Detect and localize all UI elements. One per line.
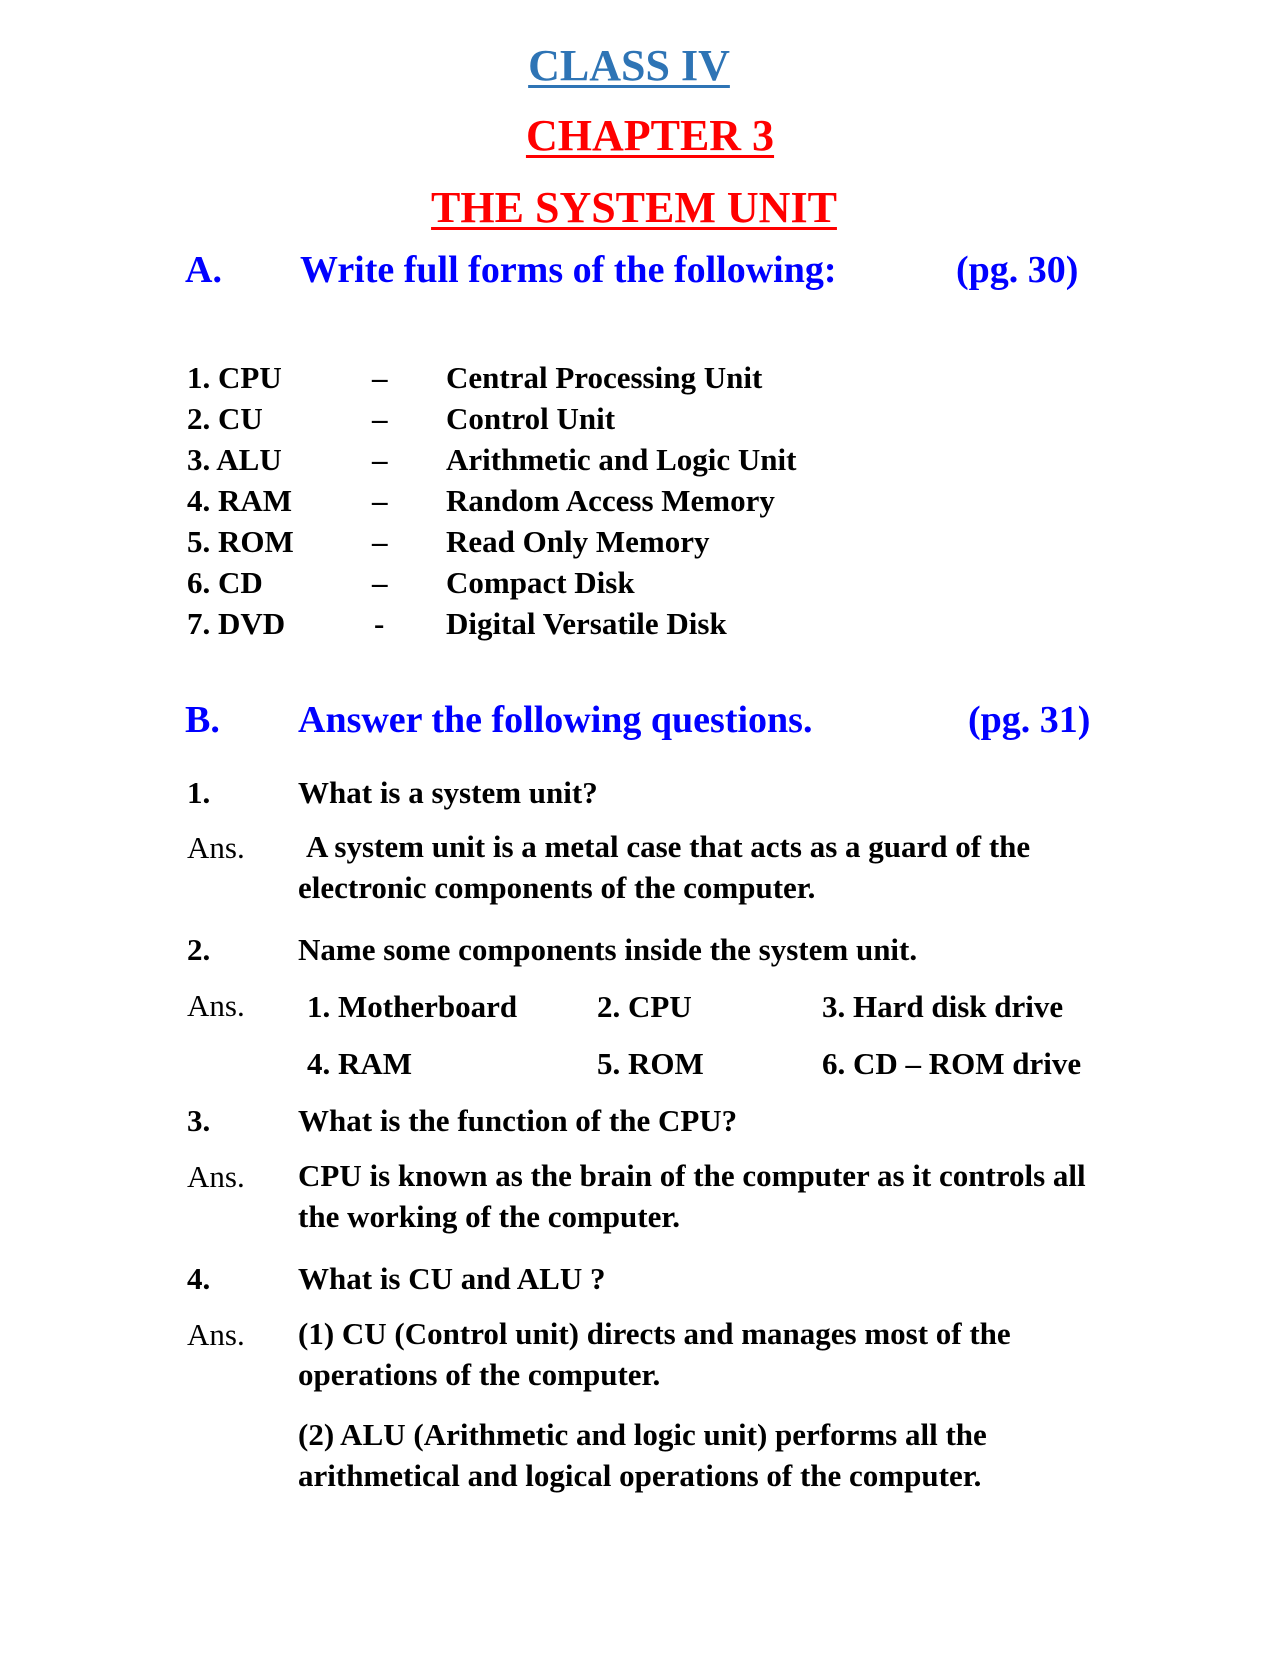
- section-a-heading: Write full forms of the following:: [300, 249, 837, 291]
- term: 3. ALU: [187, 442, 282, 477]
- term: 4. RAM: [187, 483, 293, 518]
- answer-text: A system unit is a metal case that acts as a guard of the electronic components of the computer.: [298, 829, 1031, 905]
- section-b-letter: B.: [185, 699, 220, 741]
- full-form: Control Unit: [446, 401, 616, 436]
- question-text: What is a system unit?: [298, 775, 598, 810]
- component-item: 3. Hard disk drive: [822, 989, 1064, 1024]
- full-form: Digital Versatile Disk: [446, 606, 727, 641]
- dash: -: [374, 606, 385, 641]
- class-title: CLASS IV: [528, 41, 730, 90]
- question-text: What is the function of the CPU?: [298, 1103, 738, 1138]
- full-form: Arithmetic and Logic Unit: [446, 442, 797, 477]
- component-item: 6. CD – ROM drive: [822, 1046, 1082, 1081]
- dash: –: [372, 442, 388, 477]
- dash: –: [372, 401, 388, 436]
- term: 5. ROM: [187, 524, 294, 559]
- answer-text: (1) CU (Control unit) directs and manages most of the operations of the computer.: [298, 1316, 1011, 1392]
- answer-label: Ans.: [187, 988, 245, 1023]
- component-item: 1. Motherboard: [307, 989, 518, 1024]
- dash: –: [372, 524, 388, 559]
- question-number: 2.: [187, 932, 211, 967]
- answer-text: CPU is known as the brain of the computer as it controls all the working of the computer.: [298, 1158, 1086, 1234]
- section-a-letter: A.: [185, 249, 222, 291]
- full-form: Read Only Memory: [446, 524, 710, 559]
- dash: –: [372, 483, 388, 518]
- term: 6. CD: [187, 565, 263, 600]
- question-text: What is CU and ALU ?: [298, 1261, 606, 1296]
- answer-text: (2) ALU (Arithmetic and logic unit) performs all the arithmetical and logical operations of the computer.: [298, 1417, 987, 1493]
- dash: –: [372, 360, 388, 395]
- chapter-title: CHAPTER 3: [525, 111, 775, 160]
- component-item: 2. CPU: [597, 989, 692, 1024]
- question-number: 1.: [187, 775, 211, 810]
- unit-title: THE SYSTEM UNIT: [431, 183, 837, 232]
- term: 2. CU: [187, 401, 263, 436]
- question-number: 3.: [187, 1103, 211, 1138]
- section-b-page-ref: (pg. 31): [968, 699, 1091, 741]
- component-item: 5. ROM: [597, 1046, 704, 1081]
- section-b-heading: Answer the following questions.: [298, 699, 813, 741]
- section-a-page-ref: (pg. 30): [956, 249, 1079, 291]
- answer-label: Ans.: [187, 1317, 245, 1352]
- term: 7. DVD: [187, 606, 286, 641]
- full-form: Compact Disk: [446, 565, 635, 600]
- answer-label: Ans.: [187, 830, 245, 865]
- answer-label: Ans.: [187, 1159, 245, 1194]
- term: 1. CPU: [187, 360, 282, 395]
- component-item: 4. RAM: [307, 1046, 413, 1081]
- question-number: 4.: [187, 1261, 211, 1296]
- question-text: Name some components inside the system unit.: [298, 932, 918, 967]
- full-form: Central Processing Unit: [446, 360, 763, 395]
- full-form: Random Access Memory: [446, 483, 775, 518]
- dash: –: [372, 565, 388, 600]
